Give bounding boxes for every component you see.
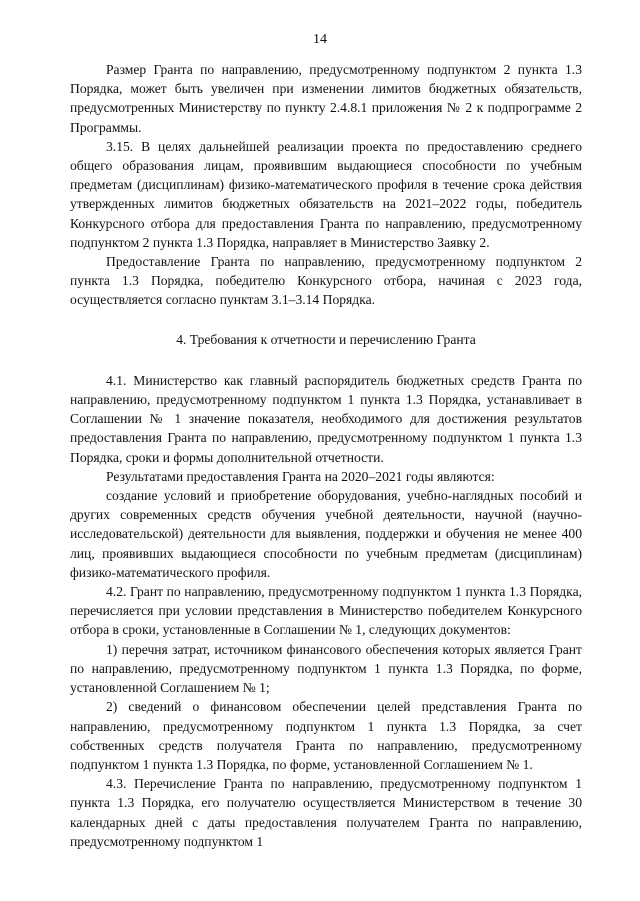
paragraph-4-2: 4.2. Грант по направлению, предусмотренному подпунктом 1 пункта 1.3 Порядка, перечисляется при условии представления в Министерство победителем Конкурсного отбора в сроки, установленные в Соглашении № 1, следующих документов: — [70, 584, 582, 638]
paragraph-4-1: 4.1. Министерство как главный распорядитель бюджетных средств Гранта по направлению, предусмотренному подпунктом 1 пункта 1.3 Порядка, устанавливает в Соглашении № 1 значение показателя, необходимого для достижения результатов предоставления Гранта по направлению, предусмотренному подпунктом 1 пункта 1.3 Порядка, сроки и формы дополнительной отчетности. — [70, 372, 582, 465]
paragraph-3-15: 3.15. В целях дальнейшей реализации проекта по предоставлению среднего общего образования лицам, проявившим выдающиеся способности по учебным предметам (дисциплинам) физико-математического профиля в течение срока действия утвержденных лимитов бюджетных обязательств на 2021–2022 годы, победитель Конкурсного отбора для предоставления Гранта по направлению, предусмотренному подпунктом 2 пункта 1.3 Порядка, направляет в Министерство Заявку 2. — [70, 138, 582, 250]
section-heading: 4. Требования к отчетности и перечислению Гранта — [176, 331, 476, 347]
paragraph-grant-size: Размер Гранта по направлению, предусмотренному подпунктом 2 пункта 1.3 Порядка, может быть увеличен при изменении лимитов бюджетных обязательств, предусмотренных Министерству по пункту 2.4.8.1 приложения № 2 к подпрограмме 2 Программы. — [70, 62, 582, 135]
paragraph-results-intro: Результатами предоставления Гранта на 2020–2021 годы являются: — [106, 468, 495, 484]
paragraph-grant-provision-2023: Предоставление Гранта по направлению, предусмотренному подпунктом 2 пункта 1.3 Порядка, победителю Конкурсного отбора, начиная с 2023 года, осуществляется согласно пунктам 3.1–3.14 Порядка. — [70, 254, 582, 308]
paragraph-results-item: создание условий и приобретение оборудования, учебно-наглядных пособий и других современных средств обучения учебной деятельности, научной (научно-исследовательской) деятельности для выявления, поддержки и обучения не менее 400 лиц, проявивших выдающиеся способности по учебным предметам (дисциплинам) физико-математического профиля. — [70, 488, 582, 580]
paragraph-list-item-2: 2) сведений о финансовом обеспечении целей представления Гранта по направлению, предусмотренному подпунктом 1 пункта 1.3 Порядка, за счет собственных средств получателя Гранта по направлению, предусмотренному подпунктом 1 пункта 1.3 Порядка, по форме, установленной Соглашением № 1. — [70, 699, 582, 772]
document-body — [70, 60, 582, 851]
paragraph-4-3: 4.3. Перечисление Гранта по направлению, предусмотренному подпунктом 1 пункта 1.3 Порядка, его получателю осуществляется Министерством в течение 30 календарных дней с даты предоставления получателем Гранта по направлению, предусмотренному подпунктом 1 — [70, 776, 582, 849]
page-number: 14 — [313, 32, 327, 47]
paragraph-list-item-1: 1) перечня затрат, источником финансового обеспечения которых является Грант по направлению, предусмотренному подпунктом 1 пункта 1.3 Порядка, по форме, установленной Соглашением № 1; — [70, 641, 582, 696]
